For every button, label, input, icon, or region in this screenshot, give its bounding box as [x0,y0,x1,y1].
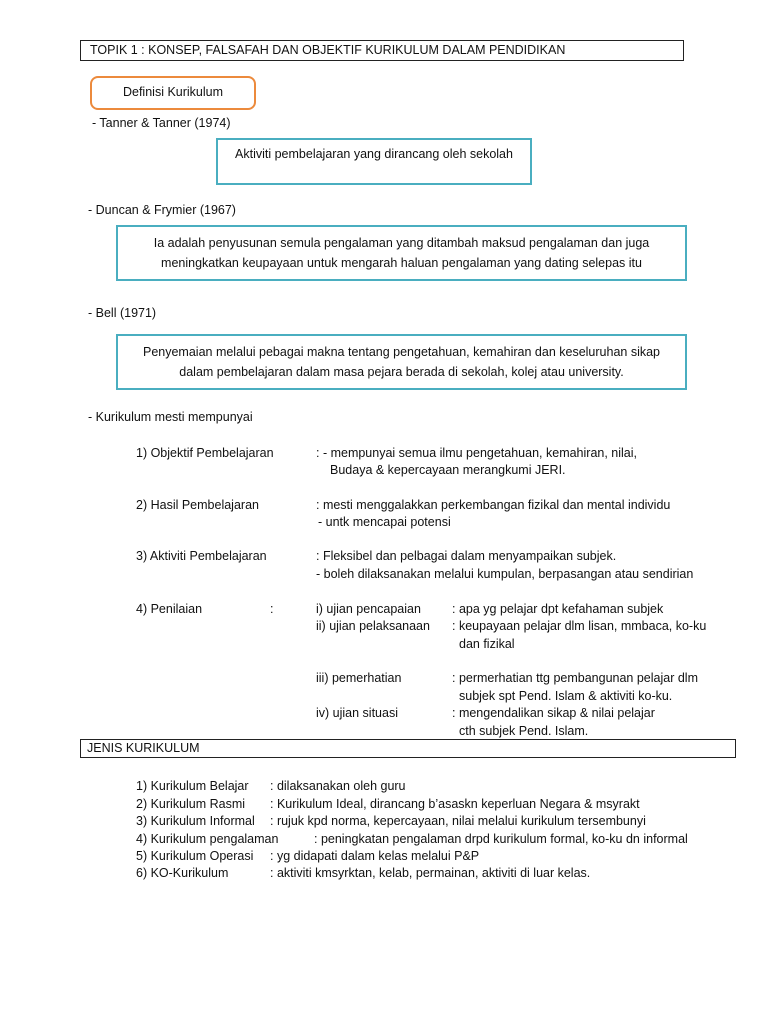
item-desc-line2: - untk mencapai potensi [318,515,451,529]
penilaian-desc-line2: dan fizikal [459,637,515,651]
jenis-name: 2) Kurikulum Rasmi [136,797,246,811]
jenis-desc: : yg didapati dalam kelas melalui P&P [270,849,480,863]
item-label: 1) Objektif Pembelajaran [136,446,274,460]
jenis-desc: : Kurikulum Ideal, dirancang b’asaskn keperluan Negara & msyrakt [270,797,640,811]
definition-box-duncan [116,225,687,281]
penilaian-type: iii) pemerhatian [316,671,402,685]
penilaian-desc-line2: cth subjek Pend. Islam. [459,724,589,738]
definition-line2-duncan: meningkatkan keupayaan untuk mengarah haluan pengalaman yang dating selepas itu [161,256,642,270]
penilaian-type: iv) ujian situasi [316,706,398,720]
definition-box-bell [116,334,687,390]
penilaian-type: ii) ujian pelaksanaan [316,619,430,633]
item-desc-line2: - boleh dilaksanakan melalui kumpulan, berpasangan atau sendirian [316,567,694,581]
topic-title: TOPIK 1 : KONSEP, FALSAFAH DAN OBJEKTIF KURIKULUM DALAM PENDIDIKAN [90,43,566,57]
penilaian-desc-line2: subjek spt Pend. Islam & aktiviti ko-ku. [459,689,673,703]
item-label: 3) Aktiviti Pembelajaran [136,549,267,563]
kurikulum-heading: - Kurikulum mesti mempunyai [88,410,253,424]
definition-line2-bell: dalam pembelajaran dalam masa pejara berada di sekolah, kolej atau university. [179,365,624,379]
definition-line1-bell: Penyemaian melalui pebagai makna tentang pengetahuan, kemahiran dan keseluruhan sikap [142,345,661,359]
penilaian-label: 4) Penilaian [136,602,203,616]
definition-box-tanner [216,138,532,185]
item-label: 2) Hasil Pembelajaran [136,498,259,512]
jenis-kurikulum-title: JENIS KURIKULUM [87,741,200,755]
jenis-name: 3) Kurikulum Informal [136,814,255,828]
penilaian-desc-line1: : mengendalikan sikap & nilai pelajar [452,706,655,720]
definisi-label: Definisi Kurikulum [122,85,224,99]
author-tanner: - Tanner & Tanner (1974) [92,116,231,130]
item-desc-line1: : - mempunyai semua ilmu pengetahuan, kemahiran, nilai, [316,446,638,460]
jenis-desc: : dilaksanakan oleh guru [270,779,406,793]
author-duncan: - Duncan & Frymier (1967) [88,203,236,217]
jenis-name: 6) KO-Kurikulum [136,866,229,880]
penilaian-desc-line1: : apa yg pelajar dpt kefahaman subjek [452,602,664,616]
penilaian-desc-line1: : permerhatian ttg pembangunan pelajar dlm [452,671,698,685]
definition-text-tanner: Aktiviti pembelajaran yang dirancang oleh sekolah [235,147,513,161]
jenis-name: 4) Kurikulum pengalaman [136,832,279,846]
jenis-name: 1) Kurikulum Belajar [136,779,249,793]
definition-line1-duncan: Ia adalah penyusunan semula pengalaman yang ditambah maksud pengalaman dan juga [153,236,650,250]
jenis-desc: : rujuk kpd norma, kepercayaan, nilai melalui kurikulum tersembunyi [270,814,646,828]
topic-title-box [80,40,684,61]
jenis-desc: : peningkatan pengalaman drpd kurikulum formal, ko-ku dn informal [314,832,688,846]
penilaian-desc-line1: : keupayaan pelajar dlm lisan, mmbaca, ko-ku [452,619,707,633]
item-desc-line2: Budaya & kepercayaan merangkumi JERI. [330,463,566,477]
penilaian-type: i) ujian pencapaian [316,602,421,616]
item-desc-line1: : mesti menggalakkan perkembangan fizikal dan mental individu [316,498,671,512]
jenis-name: 5) Kurikulum Operasi [136,849,254,863]
penilaian-colon: : [270,602,274,616]
author-bell: - Bell (1971) [88,306,157,320]
jenis-kurikulum-box [80,739,736,758]
definisi-label-box [90,76,256,110]
item-desc-line1: : Fleksibel dan pelbagai dalam menyampaikan subjek. [316,549,617,563]
jenis-desc: : aktiviti kmsyrktan, kelab, permainan, aktiviti di luar kelas. [270,866,591,880]
